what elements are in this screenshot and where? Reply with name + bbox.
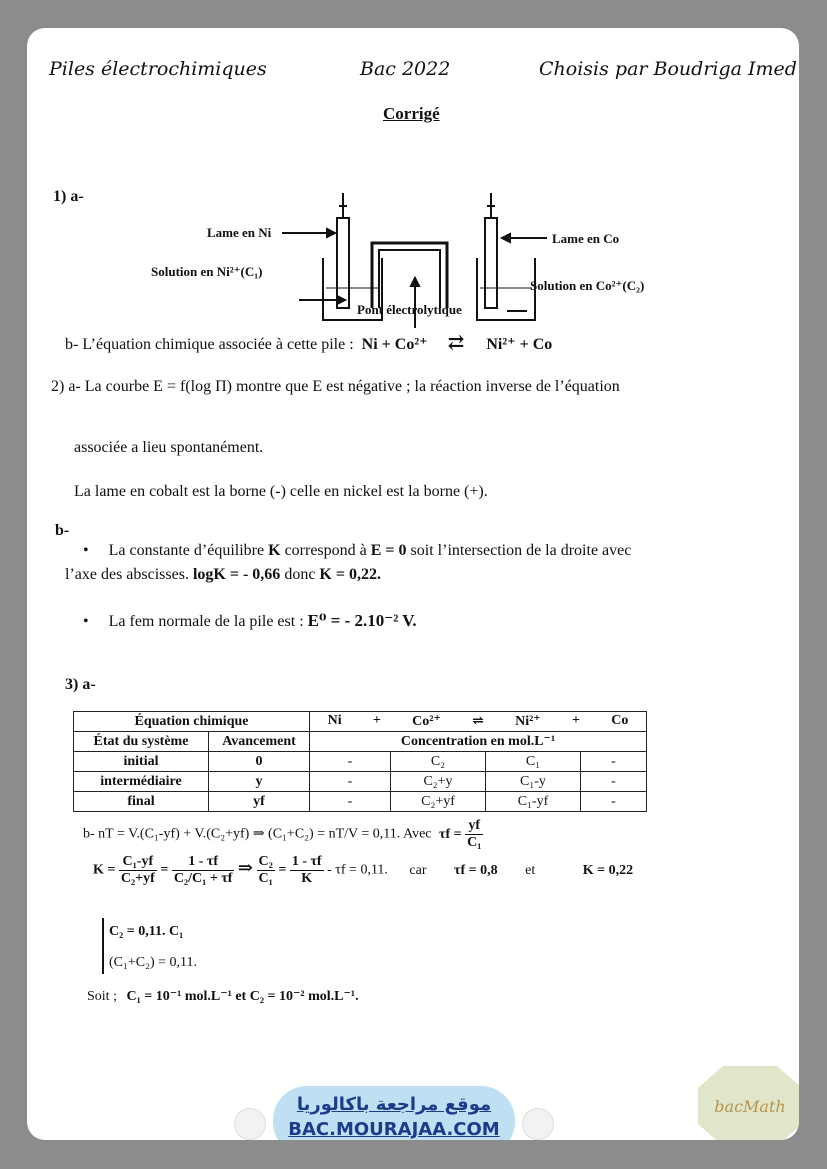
frac-den: C₁ [258,871,273,886]
frac-den: C₂/C₁ + τf [173,871,233,886]
site-arabic-name[interactable]: موقع مراجعة باكالوريا [296,1094,492,1115]
document-page [27,28,799,1140]
q2-b2-pre: La fem normale de la pile est : [108,613,304,630]
k-implies: ⇒ [237,857,254,878]
eq-term: Ni [327,713,342,728]
avancement-table [73,711,647,812]
eq-term: + [372,713,381,728]
system-line-1: C₂ = 0,11. C₁ [109,924,184,939]
eq-term: + [571,713,580,728]
system-bracket [102,918,104,974]
frac-num: 1 - τf [291,854,322,869]
tau-label: τf = [439,826,462,842]
q2-bullet1-line2 [65,566,381,584]
label-solution-co: Solution en Co²⁺(C₂) [530,278,645,293]
table-cell: - [310,792,391,812]
table-col-etat: État du système [74,732,209,752]
table-cell: - [581,772,647,792]
table-cell: C₂+yf [391,792,486,812]
k-eq: = [160,862,169,878]
table-cell: initial [74,752,209,772]
label-lame-ni: Lame en Ni [207,225,272,240]
k-frac-3 [257,854,275,887]
frac-num: yf [465,818,483,835]
q1-b-text: b- L’équation chimique associée à cette pile : [65,336,354,353]
k-frac-1 [119,854,157,887]
table-cell: yf [209,792,310,812]
left-logo-icon [234,1108,266,1140]
frac-den: C₁ [467,835,482,850]
frac-den: C₂+yf [120,871,155,886]
table-cell: - [310,772,391,792]
table-col-conc: Concentration en mol.L⁻¹ [310,732,647,752]
table-cell: C₁ [486,752,581,772]
table-cell: C₂ [391,752,486,772]
q2-b1-mid: correspond à [284,542,367,559]
table-cell: y [209,772,310,792]
system-line-2: (C₁+C₂) = 0,11. [109,955,198,970]
frac-den: K [301,871,313,886]
site-badge[interactable] [273,1086,515,1140]
table-cell: 0 [209,752,310,772]
label-solution-ni: Solution en Ni²⁺(C₁) [151,264,263,279]
right-logo-icon [522,1108,554,1140]
k-label: K = [93,862,116,878]
table-row [74,792,647,812]
k-tail: - τf = 0,11. [327,862,388,878]
table-cell: - [310,752,391,772]
label-lame-co: Lame en Co [552,231,620,246]
q3-k-line [93,854,633,887]
q2-b1-pre: La constante d’équilibre [108,542,265,559]
k-car: car [409,862,427,878]
q2-bullet2 [83,611,417,631]
site-url-link[interactable]: BAC.MOURAJAA.COM [288,1119,500,1140]
eq-term: Co²⁺ [412,714,441,729]
k-frac-2 [172,854,235,887]
frac-num: C₂ [258,854,273,869]
table-cell: final [74,792,209,812]
q2-a-line2: associée a lieu spontanément. [74,439,264,456]
q2-b1-k: K [268,542,281,559]
header-right: Choisis par Boudriga Imed [539,58,797,80]
q2-b2-val: E⁰ = - 2.10⁻² V. [307,611,417,630]
eq-term: Ni²⁺ [515,714,541,729]
soit-pre: Soit ; [87,989,117,1004]
q2-b1-l2-pre: l’axe des abscisses. [65,566,189,583]
q1-eq-right: Ni²⁺ + Co [486,336,553,353]
q2-a-line3: La lame en cobalt est la borne (-) celle en nickel est la borne (+). [74,483,488,500]
tau-fraction [465,818,483,851]
table-cell: intermédiaire [74,772,209,792]
q3-b-text: b- nT = V.(C₁-yf) + V.(C₂+yf) ⇒ (C₁+C₂) = nT/V = 0,11. Avec [83,826,432,842]
q2-bullet1 [83,542,631,560]
q1-eq-left: Ni + Co²⁺ [361,336,428,353]
table-eq-terms [310,712,647,732]
soit-c2: C₂ = 10⁻² mol.L⁻¹. [249,989,359,1004]
frac-num: 1 - τf [172,854,235,871]
q3-label: 3) a- [65,676,96,693]
k-frac-4 [290,854,324,887]
q2-a-line1: 2) a- La courbe E = f(log Π) montre que E est négative ; la réaction inverse de l’équation [51,378,620,395]
table-eq-header: Équation chimique [74,712,310,732]
q2-b1-logk: logK = - 0,66 [192,566,281,583]
q2-b-label: b- [55,522,70,539]
k-value: K = 0,22 [582,862,634,878]
tau-value: τf = 0,8 [454,862,498,878]
table-row [74,752,647,772]
soit-line [87,988,359,1005]
table-row [74,772,647,792]
eq-term: Co [611,713,629,728]
page-title: Corrigé [383,104,440,123]
soit-et: et [235,989,247,1004]
table-cell: - [581,752,647,772]
header-left: Piles électrochimiques [49,58,267,80]
q1-eq-arrow: ⇄ [447,332,465,354]
bacmath-logo-icon [698,1066,799,1140]
table-cell: C₁-yf [486,792,581,812]
q1-label: 1) a- [53,188,84,205]
logo-text: bacMath [714,1097,786,1116]
bullet-dot: • [83,613,89,630]
table-cell: C₂+y [391,772,486,792]
k-eq-2: = [278,862,287,878]
label-pont: Pont électrolytique [357,302,462,317]
q3-b-line [83,818,483,851]
q2-b1-donc: donc [284,566,316,583]
table-cell: C₁-y [486,772,581,792]
table-cell: - [581,792,647,812]
table-col-avancement: Avancement [209,732,310,752]
q1-b-line [65,330,552,355]
header-center: Bac 2022 [360,58,451,80]
soit-c1: C₁ = 10⁻¹ mol.L⁻¹ [126,989,232,1004]
q2-b1-kval: K = 0,22. [319,566,381,583]
eq-term: ⇌ [472,714,484,729]
q2-b1-e: E = 0 [370,542,407,559]
q2-b1-post: soit l’intersection de la droite avec [410,542,632,559]
frac-num: C₁-yf [119,854,157,871]
k-et: et [525,862,536,878]
bullet-dot: • [83,542,89,559]
